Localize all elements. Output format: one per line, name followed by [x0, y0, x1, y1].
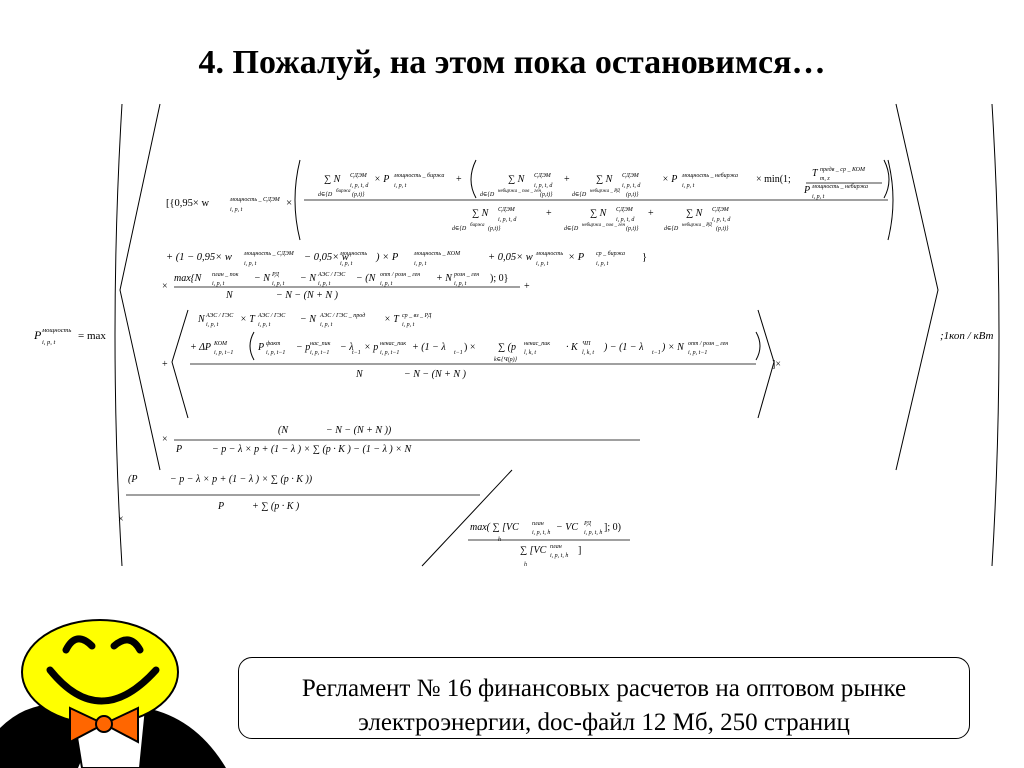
lhs-sup: мощность: [42, 327, 72, 334]
line2-a: + (1 − 0,95× w: [166, 252, 232, 263]
line7-den-c: ]: [578, 545, 582, 556]
min-den-sub: i, p, t: [812, 194, 825, 200]
line1-sub: i, p, t: [230, 207, 243, 213]
outer-left-paren: [115, 104, 122, 566]
lhs-symbol: P: [34, 328, 42, 342]
line6-den: P: [218, 501, 225, 512]
callout-text: [239, 672, 969, 740]
frac1-inner-right: [884, 160, 889, 198]
line2-d-sub: i, p, t: [536, 261, 549, 267]
frac1-den-a-sub: i, p, t, d: [498, 217, 517, 223]
frac1-drange-1: d∈{D: [318, 192, 333, 198]
dp-sub: i, p, t−1: [214, 350, 234, 356]
line3-num-f: ); 0}: [490, 273, 509, 284]
frac1-num-e-sub: i, p, t: [682, 183, 695, 189]
line6-num-tail: − p − λ × p + (1 − λ ) × ∑ (p · K )): [170, 474, 313, 485]
line3-num-a-sup: план _ пок: [212, 272, 239, 278]
line6-den-tail: + ∑ (p · K ): [252, 501, 300, 512]
lhs-sub: i, p, t: [42, 339, 56, 346]
dp-inner-b: − p: [296, 342, 311, 353]
dp-inner-d: × p: [364, 342, 379, 353]
dp-inner-h-sup: опт / розн _ ген: [688, 341, 729, 347]
aes-c: − N: [300, 314, 316, 325]
frac1-num-d-sub: i, p, t, d: [622, 183, 641, 189]
dp-inner-sub: i, p, t−1: [266, 350, 286, 356]
aes-b: × T: [240, 314, 255, 325]
smiley-character: [0, 600, 240, 768]
dp-inner-h: ) × N: [662, 342, 684, 353]
dp-inner-e: + (1 − λ: [412, 342, 446, 353]
close-bracket: ]×: [772, 359, 781, 370]
min-den-sup: мощность _ небиржа: [812, 184, 868, 190]
line3-num-e: + N: [436, 273, 452, 284]
line1-sup: мощность _ СДЭМ: [230, 197, 280, 203]
callout-line-2: электроэнергии, doc-файл 12 Мб, 250 страниц: [358, 709, 850, 736]
line1-head: [{0,95× w: [166, 198, 210, 209]
frac1-drange-2-sub: (p,t)}: [540, 192, 553, 198]
line2-e-sub: i, p, t: [596, 261, 609, 267]
dp-inner-b-sub: i, p, t−1: [310, 350, 330, 356]
line7-num-b-sub: i, p, t, h: [584, 530, 603, 536]
frac1-drange-1-sub: (p,t)}: [352, 192, 365, 198]
dp-inner-b-sup: нас_пик: [310, 341, 331, 347]
line5-den: P: [176, 444, 183, 455]
frac1-plus-2: +: [564, 174, 570, 185]
dp-inner-sup: факт: [266, 341, 281, 347]
dp-sum-sub: l, k, t: [524, 350, 536, 356]
line2-a-sup: мощность _ СДЭМ: [244, 251, 294, 257]
line3-num-c-sub: i, p, t: [318, 281, 331, 287]
frac1-num-a-sub: i, p, t, d: [350, 183, 369, 189]
eq-max: = max: [78, 330, 106, 342]
line7-num-sub: i, p, t, h: [532, 530, 551, 536]
aes-d-sub: i, p, t: [402, 322, 415, 328]
line7-num-b-sup: РД: [584, 521, 591, 527]
dp-inner-h-sub: i, p, t−1: [688, 350, 708, 356]
frac1-den-drange-2-sub: (p,t)}: [626, 226, 639, 232]
dp-sup: КОМ: [214, 341, 228, 347]
line3-num-c-sup: АЭС / ГЭС: [318, 272, 346, 278]
line3-num-d-sub: i, p, t: [380, 281, 393, 287]
line3-num-b-sup: РД: [272, 272, 279, 278]
line2-d: + 0,05× w: [488, 252, 533, 263]
frac1-den-c-sub: i, p, t, d: [712, 217, 731, 223]
dp-sum-b-sub: l, k, t: [582, 350, 594, 356]
dp-expr: + ΔP: [190, 342, 212, 353]
frac1-num-c: ∑ N: [508, 174, 525, 185]
dp-inner: P: [258, 342, 265, 353]
line3-den: N: [226, 290, 233, 301]
frac1-den-drange-2: d∈{D: [564, 226, 579, 232]
line2-b-sup: мощность: [340, 251, 368, 257]
line3-num-e-sub: i, p, t: [454, 281, 467, 287]
aes-c-sub: i, p, t: [320, 322, 333, 328]
frac1-den-drange-3-sup: небиржа _ РД: [682, 223, 712, 228]
aes-c-sup: АЭС / ГЭС _ прод: [320, 313, 366, 319]
frac1-num-b-sup: мощность _ биржа: [394, 173, 445, 179]
line2-b: − 0,05× w: [304, 252, 349, 263]
line2-c-sup: мощность _ КОМ: [414, 251, 461, 257]
line7-den-sub: i, p, t, h: [550, 553, 569, 559]
frac1-num-d-sup: СДЭМ: [622, 173, 639, 179]
frac1-num-e: × P: [662, 174, 678, 185]
line3-den-tail: − N − (N + N ): [276, 290, 338, 301]
frac1-num-d: ∑ N: [596, 174, 613, 185]
aes-sup: АЭС / ГЭС: [206, 313, 234, 319]
dp-sum-b-sup: ЧП: [582, 341, 591, 347]
line7-num: max( ∑ [VC: [470, 522, 519, 533]
line5-den-tail: − p − λ × p + (1 − λ ) × ∑ (p · K ) − (1 − λ ) × N: [212, 444, 412, 455]
line7-num-range: h: [498, 537, 501, 543]
dp-inner-g: ) − (1 − λ: [604, 342, 644, 353]
line3-num-b-sub: i, p, t: [272, 281, 285, 287]
line3-plus: +: [524, 281, 530, 292]
line2-b-sub: i, p, t: [340, 261, 353, 267]
frac1-den-drange-1: d∈{D: [452, 226, 467, 232]
min-expr: × min(1;: [756, 174, 791, 185]
dp-sum-range: k∈{Ч(p)}: [494, 357, 518, 363]
dp-inner-c: − λ: [340, 342, 354, 353]
line7-num-c: ]; 0): [604, 522, 621, 533]
line7-num-sup: план: [532, 521, 544, 527]
callout-box: [238, 657, 970, 739]
frac1-den-drange-3: d∈{D: [664, 226, 679, 232]
frac1-num-c-sub: i, p, t, d: [534, 183, 553, 189]
dp-inner-d-sup: ненас_пик: [380, 341, 407, 347]
frac1-num-b-sub: i, p, t: [394, 183, 407, 189]
frac1-num-a: ∑ N: [324, 174, 341, 185]
dp-sum-sup: ненас_пик: [524, 341, 551, 347]
line2-d-sup: мощность: [536, 251, 564, 257]
callout-line-1: Регламент № 16 финансовых расчетов на оптовом рынке: [301, 675, 907, 702]
big-den-tail: − N − (N + N ): [404, 369, 466, 380]
frac1-num-a-sup: СДЭМ: [350, 173, 367, 179]
bowtie-knot-icon: [96, 716, 112, 732]
line7-den: ∑ [VC: [520, 545, 547, 556]
frac1-den-b-sup: СДЭМ: [616, 207, 633, 213]
frac1-den-drange-1-sub: (p,t)}: [488, 226, 501, 232]
aes-num: N: [198, 314, 205, 325]
line3-num-e-sup: розн _ ген: [454, 272, 480, 278]
frac1-num-b: × P: [374, 174, 390, 185]
min-num-sup: прeдв _ ср _ КОМ: [820, 167, 865, 173]
frac1-den-b-sub: i, p, t, d: [616, 217, 635, 223]
diagonal-line: [422, 470, 512, 566]
angle-left-1: [120, 104, 160, 470]
aes-sub: i, p, t: [206, 322, 219, 328]
frac1-num-e-sup: мощность _ небиржа: [682, 173, 738, 179]
frac1-plus-1: +: [456, 174, 462, 185]
line3-times: ×: [162, 281, 168, 292]
line2-c: ) × P: [376, 252, 399, 263]
dp-inner-g-sub: t−1: [652, 350, 661, 356]
unit-text: ;1коп / кВт: [940, 330, 994, 342]
frac1-inner-left: [471, 160, 476, 198]
line2-c-sub: i, p, t: [414, 261, 427, 267]
line3-num-d: − (N: [356, 273, 376, 284]
frac1-drange-3-sup: небиржа _ РД: [590, 189, 620, 194]
frac1-drange-1-sup: биржа: [336, 189, 351, 194]
line3-num-d-sup: опт / розн _ ген: [380, 272, 421, 278]
dp-inner-c-sub: t−1: [352, 350, 361, 356]
frac1-right-paren: [888, 160, 893, 240]
aes-b-sup: АЭС / ГЭС: [258, 313, 286, 319]
frac1-den-plus-2: +: [648, 208, 654, 219]
min-num: T: [812, 168, 818, 179]
dp-left-paren: [250, 332, 254, 360]
dp-sum-b: · K: [566, 342, 578, 353]
min-num-sub: m, z: [820, 176, 830, 182]
line5-num: (N: [278, 425, 288, 436]
line3-num-c: − N: [300, 273, 316, 284]
frac1-den-plus-1: +: [546, 208, 552, 219]
line7-den-sup: план: [550, 544, 562, 550]
line3-num-b: − N: [254, 273, 270, 284]
frac1-den-a-sup: СДЭМ: [498, 207, 515, 213]
frac1-den-c-sup: СДЭМ: [712, 207, 729, 213]
line2-e-sup: ср _ биржа: [596, 251, 626, 257]
slide-title: 4. Пожалуй, на этом пока остановимся…: [198, 44, 826, 81]
line7-num-b: − VC: [556, 522, 579, 533]
dp-inner-e-sub: t−1: [454, 350, 463, 356]
dp-plus-left: +: [162, 359, 168, 370]
aes-b-sub: i, p, t: [258, 322, 271, 328]
frac1-num-c-sup: СДЭМ: [534, 173, 551, 179]
angle-left-2: [172, 310, 188, 418]
dp-sum: ∑ (p: [498, 342, 516, 353]
angle-right-1: [896, 104, 938, 470]
frac1-drange-2: d∈{D: [480, 192, 495, 198]
aes-d: × T: [384, 314, 399, 325]
frac1-den-b: ∑ N: [590, 208, 607, 219]
line7-den-range: h: [524, 562, 527, 568]
frac1-den-drange-1-sup: биржа: [470, 223, 485, 228]
line6-num: (P: [128, 474, 138, 485]
dp-inner-f: ) ×: [464, 342, 476, 353]
frac1-den-a: ∑ N: [472, 208, 489, 219]
min-den: P: [804, 185, 811, 196]
dp-right-paren: [756, 332, 760, 360]
frac1-den-c: ∑ N: [686, 208, 703, 219]
line3-num-a: max{N: [174, 273, 202, 284]
line5-times: ×: [162, 434, 168, 445]
big-den: N: [356, 369, 363, 380]
line3-num-a-sub: i, p, t: [212, 281, 225, 287]
frac1-drange-2-sup: небиржа _ пов _ ген: [498, 189, 541, 194]
frac1-left-paren: [295, 160, 300, 240]
line7-times: ×: [118, 514, 124, 525]
aes-d-sup: ср _ вз _ РД: [402, 313, 432, 319]
frac1-drange-3-sub: (p,t)}: [626, 192, 639, 198]
line1-times: ×: [286, 197, 293, 209]
frac1-drange-3: d∈{D: [572, 192, 587, 198]
dp-inner-d-sub: i, p, t−1: [380, 350, 400, 356]
frac1-den-drange-3-sub: (p,t)}: [716, 226, 729, 232]
line5-num-tail: − N − (N + N )): [326, 425, 392, 436]
frac1-den-drange-2-sup: небиржа _ пов _ ген: [582, 223, 625, 228]
line2-e: × P: [568, 252, 585, 263]
line2-end: }: [642, 252, 648, 263]
line2-a-sub: i, p, t: [244, 261, 257, 267]
